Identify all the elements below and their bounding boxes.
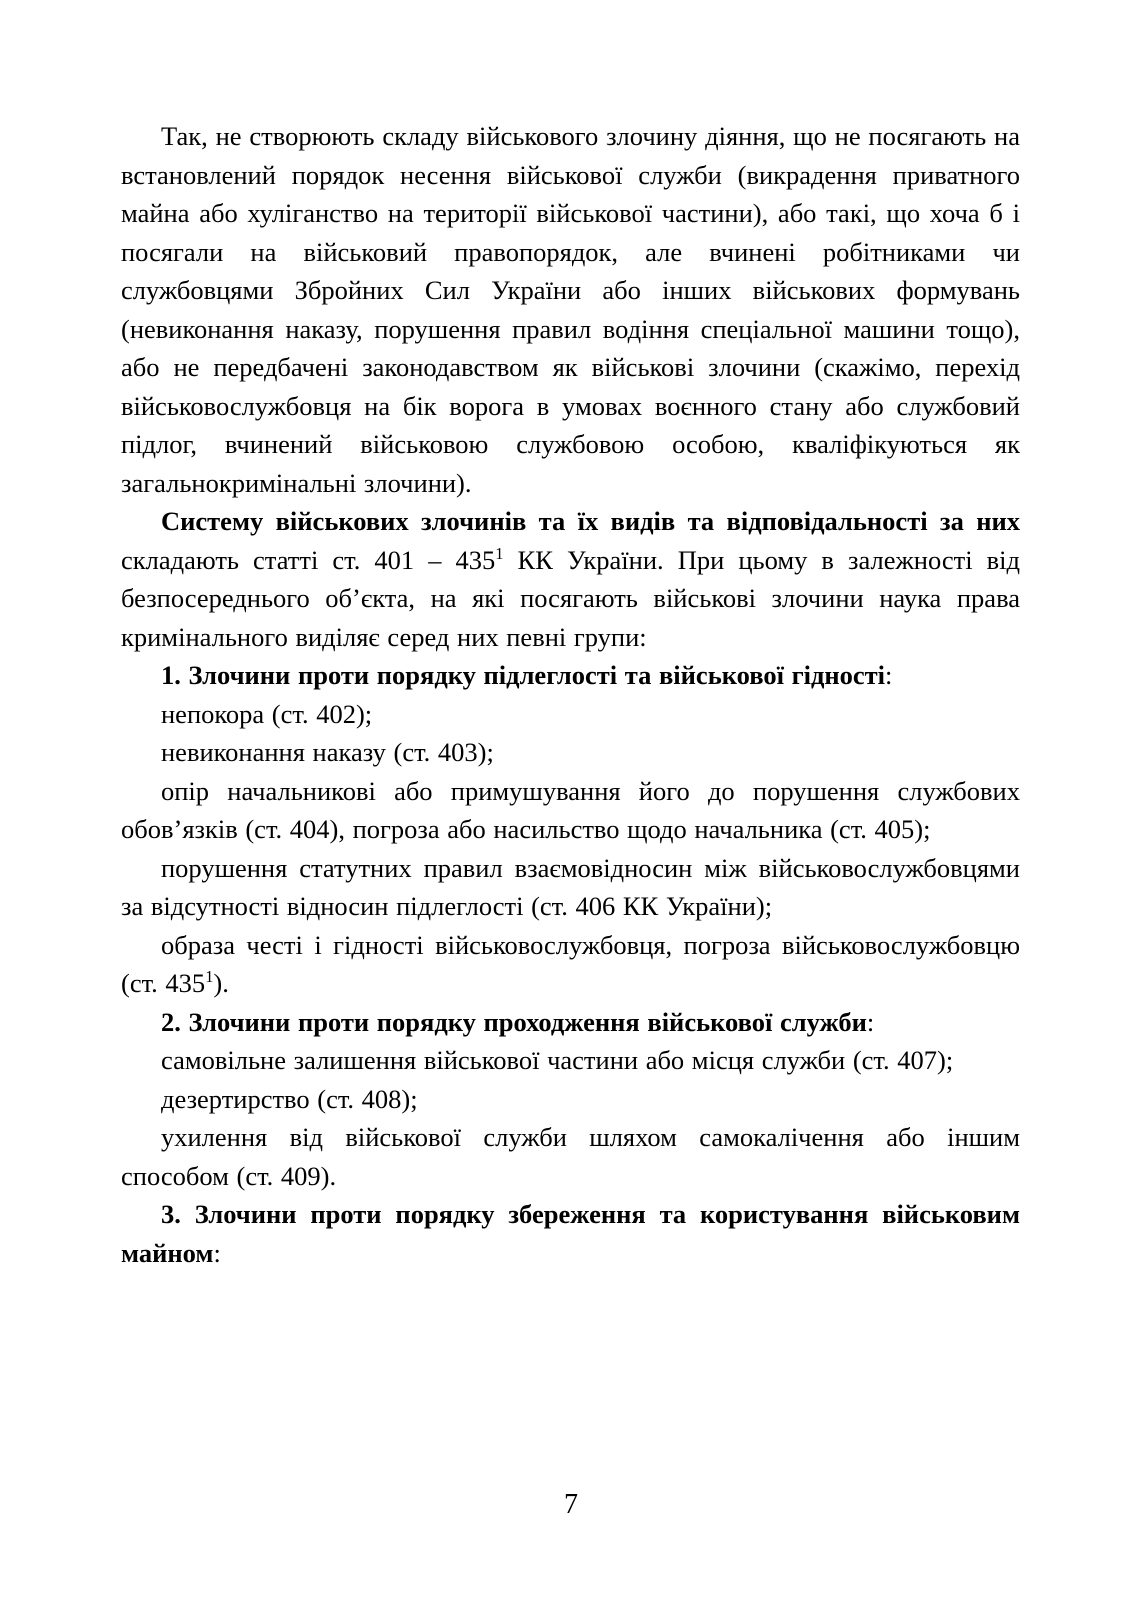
text-segment: Систему військових злочинів та їх видів та відповідальності за них [161,506,1020,536]
paragraph [121,695,1020,734]
superscript-article-index: 1 [495,543,504,563]
section-heading [121,656,1020,695]
text-segment: дезертирство (ст. 408); [161,1083,418,1114]
paragraph [121,1041,1020,1080]
text-segment: Так, не створюють складу військового злочину діяння, що не посягають на встановлений порядок несення військової служби (викрадення приватного майна або хуліганство на території військової частини), або такі, що хоча б і посягали на військовий правопорядок, але вчинені робітниками чи службовцями Збройних Сил України або інших військових формувань (невиконання наказу, порушення правил водіння спеціальної машини тощо), або не передбачені законодавством як військові злочини (скажімо, перехід військовослужбовця на бік ворога в умовах воєнного стану або службовий підлог, вчинений військовою службовою особою, кваліфікуються як загальнокримінальні злочини). [121,121,1020,498]
text-segment: КК України. При цьому в залежності від безпосереднього об’єкта, на які посягають військові злочини наука права кримінального виділяє серед них певні групи: [121,544,1020,652]
text-segment: порушення статутних правил взаємовідносин між військовослужбовцями за відсутності відносин підлеглості (ст. 406 КК України); [121,852,1020,921]
paragraph [121,117,1020,502]
text-segment: ухилення від військової служби шляхом самокалічення або іншим способом (ст. 409). [121,1122,1020,1191]
paragraph [121,926,1020,1003]
section-heading [121,1003,1020,1042]
text-segment: 2. Злочини проти порядку проходження військової служби [161,1006,867,1037]
text-segment: : [885,660,893,690]
paragraph [121,1080,1020,1119]
text-segment: самовільне залишення військової частини або місця служби (ст. 407); [161,1045,954,1075]
paragraph [121,733,1020,772]
document-body [121,117,1020,1272]
text-segment: невиконання наказу (ст. 403); [161,737,494,767]
text-segment: 3. Злочини проти порядку збереження та користування військовим майном [121,1199,1020,1268]
superscript-article-index: 1 [205,967,214,987]
text-segment: опір начальникові або примушування його до порушення службових обов’язків (ст. 404), погроза або насильство щодо начальника (ст. 405); [121,775,1020,844]
text-segment: 1. Злочини проти порядку підлеглості та військової гідності [161,660,886,690]
text-segment: : [213,1237,221,1268]
paragraph [121,849,1020,926]
text-segment: : [866,1006,875,1037]
paragraph [121,502,1020,656]
text-segment: складають статті ст. 401 – 435 [121,544,496,575]
paragraph [121,1118,1020,1195]
text-segment: образа честі і гідності військовослужбовця, погроза військовослужбовцю (ст. 435 [121,929,1020,998]
page-number: 7 [564,1489,578,1520]
text-segment: непокора (ст. 402); [161,698,373,729]
section-heading [121,1195,1020,1272]
paragraph [121,772,1020,849]
text-segment: ). [213,968,229,998]
